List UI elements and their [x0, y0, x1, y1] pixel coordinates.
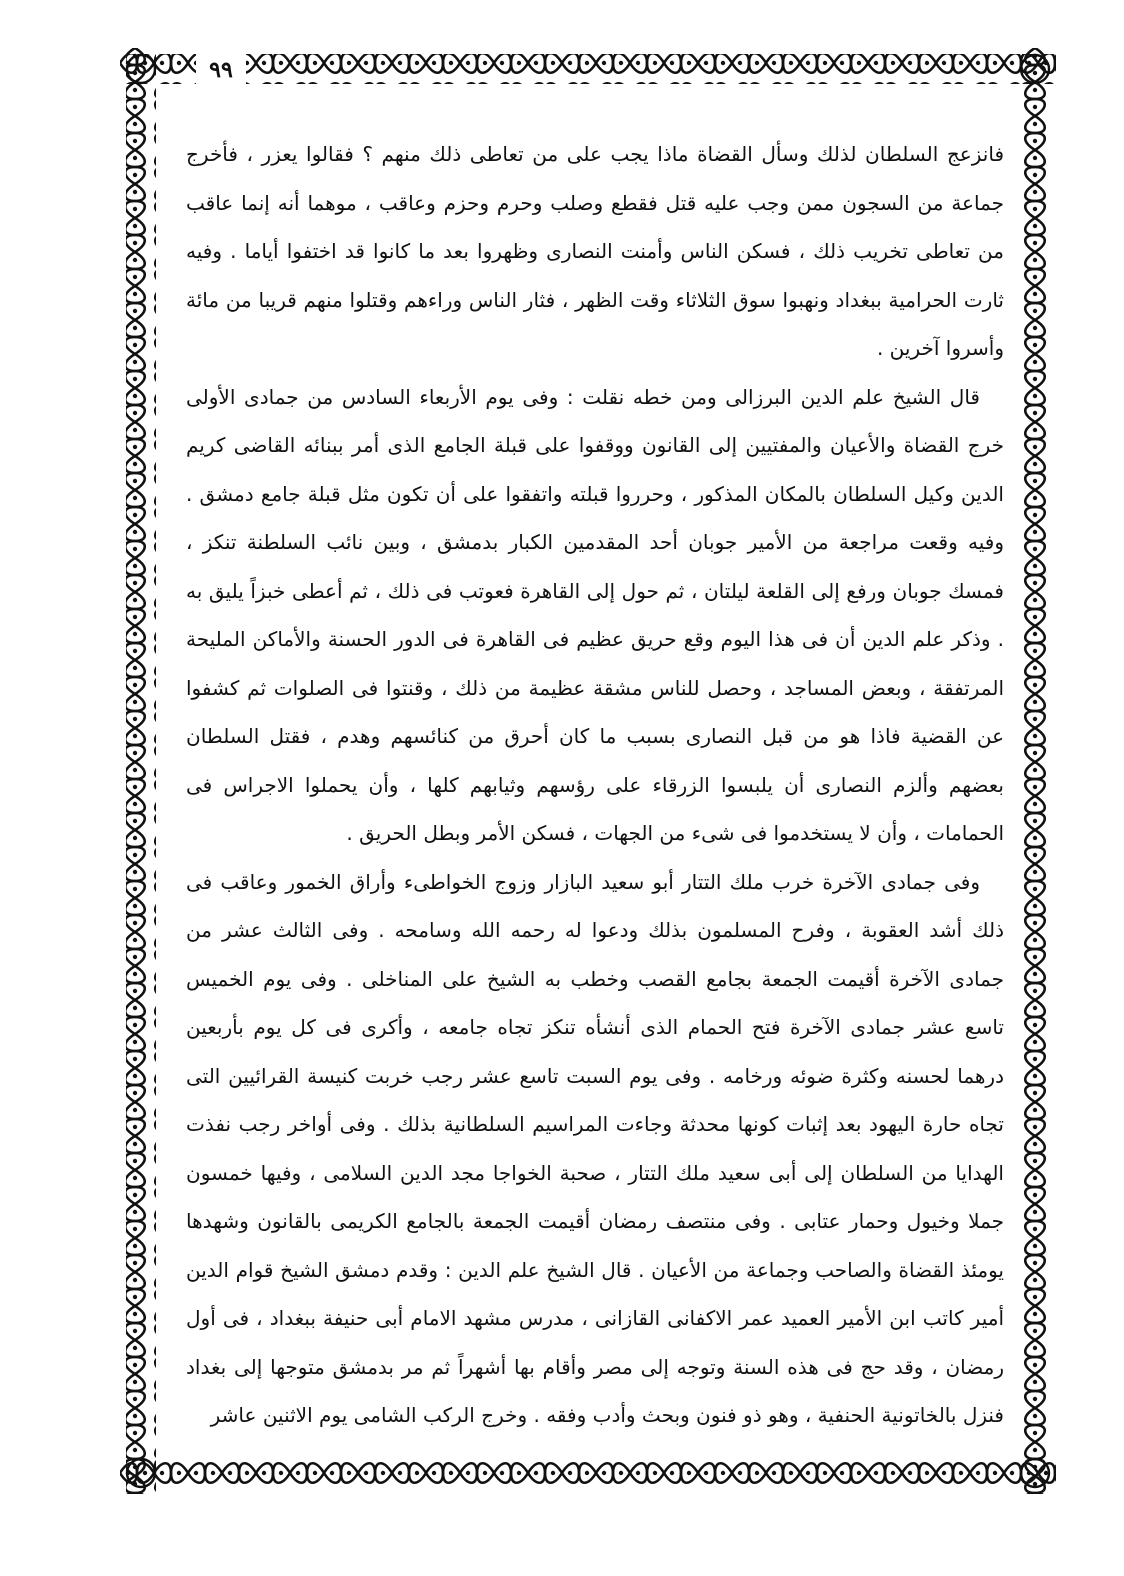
paragraph-3: وفى جمادى الآخرة خرب ملك التتار أبو سعيد البازار وزوج الخواطىء وأراق الخمور وعاقب فى ذلك أشد العقوبة ، وفرح المسلمون بذلك ودعوا له رحمه الله وسامحه . وفى الثالث عشر من جمادى الآخرة أقيمت الجمعة بجامع القصب وخطب به الشيخ على المناخلى . وفى يوم الخميس تاسع عشر جمادى الآخرة فتح الحمام الذى أنشأه تنكز تجاه جامعه ، وأكرى فى كل يوم بأربعين درهما لحسنه وكثرة ضوئه ورخامه . وفى يوم السبت تاسع عشر رجب خربت كنيسة القرائيين التى تجاه حارة اليهود بعد إثبات كونها محدثة وجاءت المراسيم السلطانية بذلك . وفى أواخر رجب نفذت الهدايا من السلطان إلى أبى سعيد ملك التتار ، صحبة الخواجا مجد الدين السلامى ، وفيها خمسون جملا وخيول وحمار عتابى . وفى منتصف رمضان أقيمت الجمعة بالجامع الكريمى بالقانون وشهدها يومئذ القضاة والصاحب وجماعة من الأعيان . قال الشيخ علم الدين : وقدم دمشق الشيخ قوام الدين أمير كاتب ابن الأمير العميد عمر الاكفانى القازانى ، مدرس مشهد الامام أبى حنيفة ببغداد ، فى أول رمضان ، وقد حج فى هذه السنة وتوجه إلى مصر وأقام بها أشهراً ثم مر بدمشق متوجها إلى بغداد فنزل بالخاتونية الحنفية ، وهو ذو فنون وبحث وأدب وفقه . وخرج الركب الشامى يوم الاثنين عاشر [186, 869, 1004, 1427]
page-number: ٩٩ [196, 52, 246, 88]
paragraph-1: فانزعج السلطان لذلك وسأل القضاة ماذا يجب على من تعاطى ذلك منهم ؟ فقالوا يعزر ، فأخرج جماعة من السجون ممن وجب عليه قتل فقطع وصلب وحرم وحزم وعاقب ، موهما أنه إنما عاقب من تعاطى تخريب ذلك ، فسكن الناس وأمنت النصارى وظهروا بعد ما كانوا قد اختفوا أياما . وفيه ثارت الحرامية ببغداد ونهبوا سوق الثلاثاء وقت الظهر ، فثار الناس وراءهم وقتلوا منهم قريبا من مائة وأسروا آخرين . [186, 142, 1004, 360]
paragraph-2: قال الشيخ علم الدين البرزالى ومن خطه نقلت : وفى يوم الأربعاء السادس من جمادى الأولى خرج القضاة والأعيان والمفتيين إلى القانون ووقفوا على قبلة الجامع الذى أمر ببنائه القاضى كريم الدين وكيل السلطان بالمكان المذكور ، وحرروا قبلته واتفقوا على أن تكون مثل قبلة جامع دمشق . وفيه وقعت مراجعة من الأمير جوبان أحد المقدمين الكبار بدمشق ، وبين نائب السلطنة تنكز ، فمسك جوبان ورفع إلى القلعة ليلتان ، ثم حول إلى القاهرة فعوتب فى ذلك ، ثم أعطى خبزاً يليق به . وذكر علم الدين أن فى هذا اليوم وقع حريق عظيم فى القاهرة فى الدور الحسنة والأماكن المليحة المرتفقة ، وبعض المساجد ، وحصل للناس مشقة عظيمة من ذلك ، وقنتوا فى الصلوات ثم كشفوا عن القضية فاذا هو من قبل النصارى بسبب ما كان أحرق من كنائسهم وهدم ، فقتل السلطان بعضهم وألزم النصارى أن يلبسوا الزرقاء على رؤسهم وثيابهم كلها ، وأن يحملوا الاجراس فى الحمامات ، وأن لا يستخدموا فى شىء من الجهات ، فسكن الأمر وبطل الحريق . [186, 384, 1004, 845]
page-text-body [186, 130, 1004, 1440]
